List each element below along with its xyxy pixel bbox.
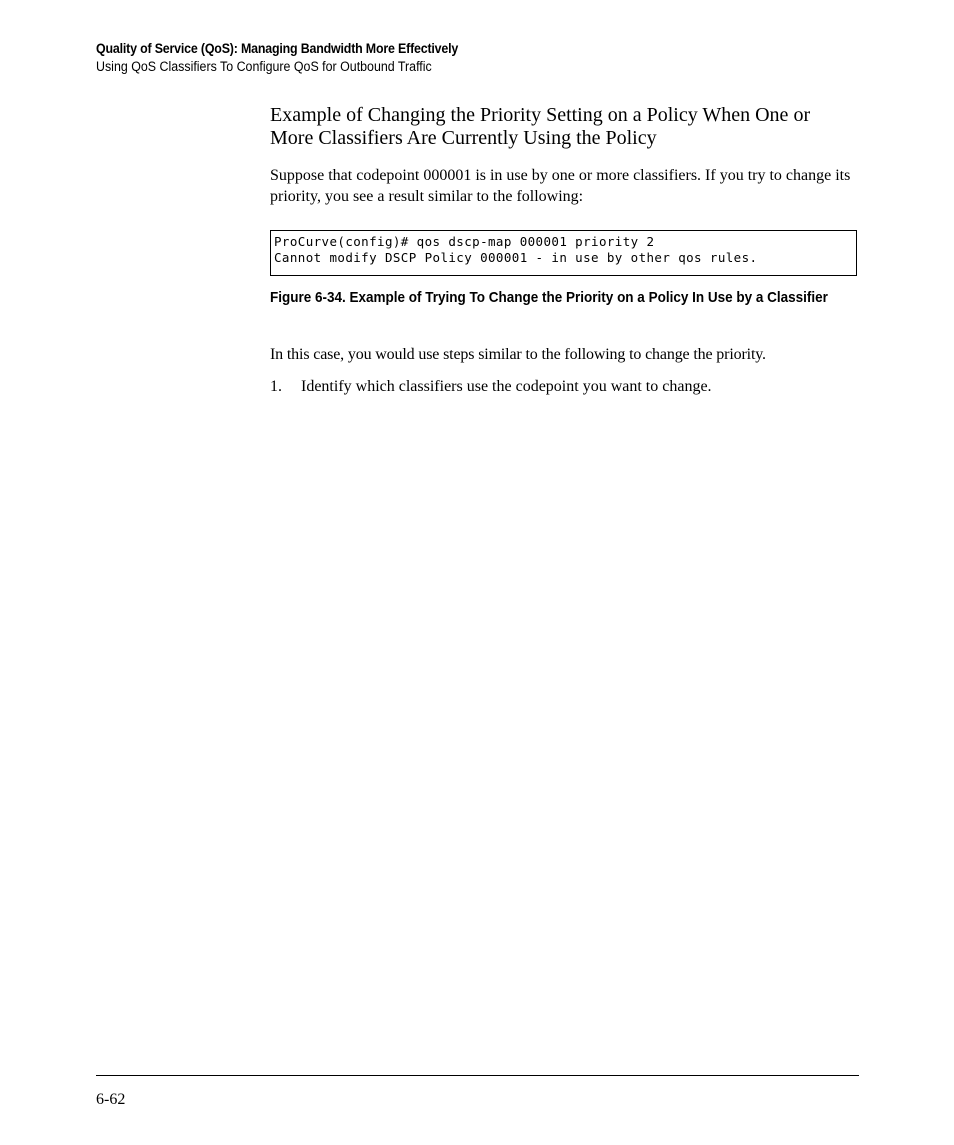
terminal-line: Cannot modify DSCP Policy 000001 - in use by other qos rules. [274, 249, 758, 265]
page-number: 6-62 [96, 1091, 126, 1108]
body-paragraph: In this case, you would use steps similar to the following to change the priority. [270, 346, 766, 363]
footer-rule [96, 1075, 859, 1076]
terminal-output [270, 230, 857, 276]
running-subtitle: Using QoS Classifiers To Configure QoS for Outbound Traffic [96, 59, 432, 74]
running-title: Quality of Service (QoS): Managing Bandwidth More Effectively [96, 41, 459, 56]
terminal-line: ProCurve(config)# qos dscp-map 000001 priority 2 [274, 234, 655, 249]
list-item-text: Identify which classifiers use the codepoint you want to change. [301, 378, 712, 395]
figure-caption: Figure 6-34. Example of Trying To Change the Priority on a Policy In Use by a Classifier [270, 289, 828, 306]
intro-paragraph: Suppose that codepoint 000001 is in use by one or more classifiers. If you try to change its priority, you see a result similar to the following: [270, 167, 851, 205]
section-heading: Example of Changing the Priority Setting on a Policy When One or More Classifiers Are Currently Using the Policy [270, 104, 811, 149]
list-item-number: 1. [270, 378, 282, 395]
